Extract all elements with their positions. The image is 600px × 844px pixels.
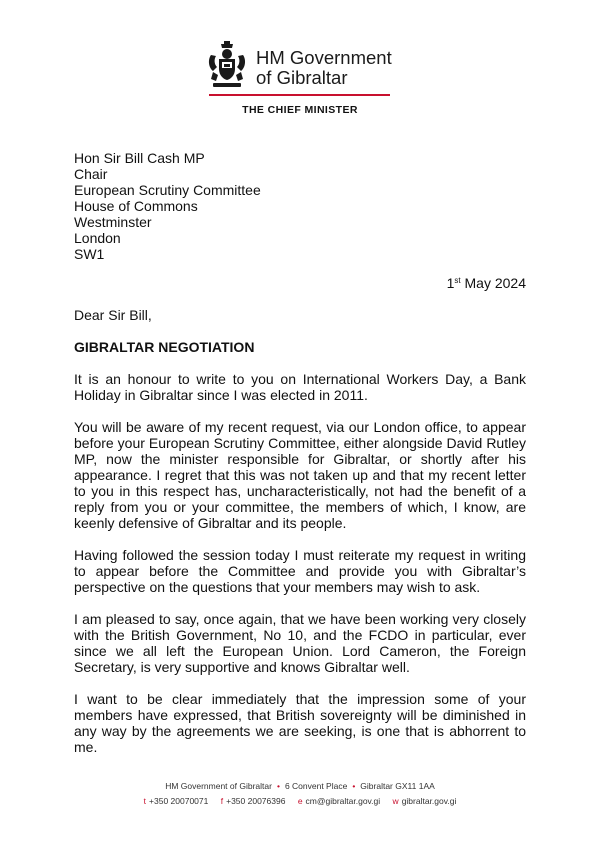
address-line: Hon Sir Bill Cash MP (74, 150, 205, 166)
org-line-2: of Gibraltar (256, 67, 348, 88)
paragraph: Having followed the session today I must reiterate my request in writing to appear before the Committee and provide you with Gibraltar’s perspective on the questions that your members may wish to ask. (74, 547, 526, 595)
letter-date (74, 275, 526, 291)
footer-contact-line (0, 794, 600, 809)
footer-separator: • (352, 781, 356, 791)
letter-heading: GIBRALTAR NEGOTIATION (74, 339, 255, 355)
footer-address-1: 6 Convent Place (284, 781, 348, 791)
footer-address-line (0, 779, 600, 794)
web-key: w (392, 796, 399, 806)
paragraph: It is an honour to write to you on International Workers Day, a Bank Holiday in Gibraltar since I was elected in 2011. (74, 371, 526, 403)
letterhead-rule (209, 94, 390, 96)
fax-key: f (220, 796, 224, 806)
recipient-address (74, 150, 526, 262)
tel-key: t (143, 796, 147, 806)
date-rest: May 2024 (460, 275, 526, 291)
salutation: Dear Sir Bill, (74, 307, 152, 323)
org-line-1: HM Government (256, 47, 392, 68)
address-line: House of Commons (74, 198, 198, 214)
date-suffix: st (454, 276, 461, 285)
paragraph: I want to be clear immediately that the impression some of your members have expressed, that British sovereignty will be diminished in any way by the agreements we are seeking, is one that is abhorrent to me. (74, 691, 526, 755)
footer-address-2: Gibraltar GX11 1AA (360, 781, 435, 791)
footer-tel: +350 20070071 (149, 796, 209, 806)
letterhead (0, 38, 600, 118)
footer-email[interactable]: cm@gibraltar.gov.gi (305, 796, 381, 806)
address-line: SW1 (74, 246, 105, 262)
footer-org: HM Government of Gibraltar (165, 781, 272, 791)
footer (0, 779, 600, 809)
footer-web[interactable]: gibraltar.gov.gi (401, 796, 457, 806)
address-line: Chair (74, 166, 108, 182)
footer-separator: • (276, 781, 280, 791)
paragraph: I am pleased to say, once again, that we have been working very closely with the British Government, No 10, and the FCDO in particular, ever since we all left the European Union. Lord Cameron, the Foreign Secretary, is very supportive and knows Gibraltar well. (74, 611, 526, 675)
email-key: e (297, 796, 303, 806)
office-title: THE CHIEF MINISTER (242, 104, 358, 116)
paragraph: You will be aware of my recent request, via our London office, to appear before your European Scrutiny Committee, either alongside David Rutley MP, now the minister responsible for Gibraltar, or shortly after his appearance. I regret that this was not taken up and that my recent letter to you in this respect has, uncharacteristically, not had the benefit of a reply from you or your committee, the members of which, I know, are keenly defensive of Gibraltar and its people. (74, 419, 526, 531)
address-line: European Scrutiny Committee (74, 182, 261, 198)
date-day: 1 (446, 275, 455, 291)
address-line: London (74, 230, 121, 246)
gibraltar-crest-icon (207, 41, 247, 91)
address-line: Westminster (74, 214, 152, 230)
letter-body (74, 150, 526, 755)
footer-fax: +350 20076396 (226, 796, 286, 806)
organisation-name (256, 48, 392, 88)
